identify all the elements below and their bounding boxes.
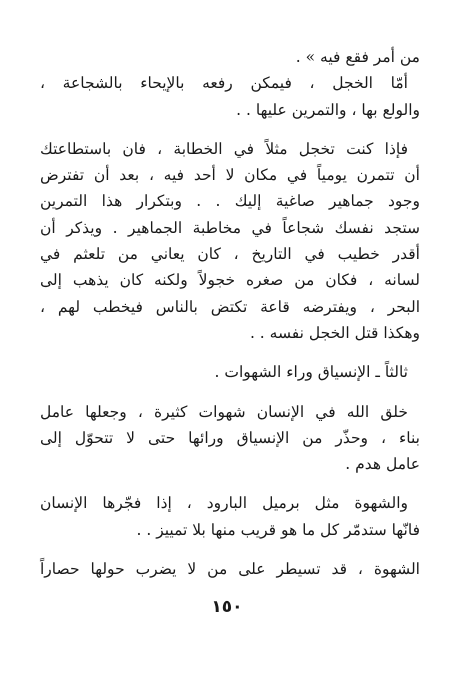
page-number: ١٥٠ [211, 597, 243, 617]
text-line: فإذا كنت تخجل مثلاً في الخطابة ، فان باستطاعتك [40, 139, 408, 158]
paragraph-7 [40, 556, 420, 582]
text-line: بناء ، وحذّر من الإنسياق ورائها حتى لا تتحوّل إلى [40, 428, 420, 447]
text-line: أقدر خطيب في التاريخ ، كان يعاني من تلعثم في [40, 245, 420, 264]
section-heading [40, 359, 420, 385]
text-line: وجود جماهير صاغية إليك . . وبتكرار هذا التمرين [40, 192, 420, 211]
paragraph-1 [40, 44, 420, 70]
text-line: عامل هدم . [345, 455, 420, 474]
body-text [40, 44, 420, 595]
text-line: البحر ، ويفترضه قاعة تكتض بالناس فيخطب لهم ، [40, 297, 420, 316]
heading-line: ثالثاً ـ الإنسياق وراء الشهوات . [214, 363, 408, 382]
paragraph-2 [40, 70, 420, 123]
text-line: والشهوة مثل برميل البارود ، إذا فجّرها الإنسان [40, 494, 408, 513]
paragraph-6 [40, 490, 420, 543]
paragraph-5 [40, 399, 420, 478]
text-line: خلق الله في الإنسان شهوات كثيرة ، وجعلها عامل [40, 402, 408, 421]
paragraph-3 [40, 136, 420, 346]
text-line: والولع بها ، والتمرين عليها . . [236, 100, 420, 119]
text-line: ستجد نفسك شجاعاً في مخاطبة الجماهير . ويذكر أن [40, 218, 420, 237]
text-line: الشهوة ، قد تسيطر على من لا يضرب حولها حصاراً [40, 560, 420, 579]
text-line: من أمر فقع فيه » . [295, 48, 420, 66]
text-line: أن تتمرن يومياً في مكان لا أحد فيه ، بعد أن تفترض [40, 166, 420, 185]
text-line: لسانه ، فكان من صغره خجولاً ولكنه كان يذهب إلى [40, 271, 420, 290]
text-line: وهكذا قتل الخجل نفسه . . [249, 323, 420, 342]
text-line: أمّا الخجل ، فيمكن رفعه بالإيحاء بالشجاعة ، [40, 74, 408, 93]
text-line: فانّها ستدمّر كل ما هو قريب منها بلا تمييز . . [136, 520, 420, 539]
